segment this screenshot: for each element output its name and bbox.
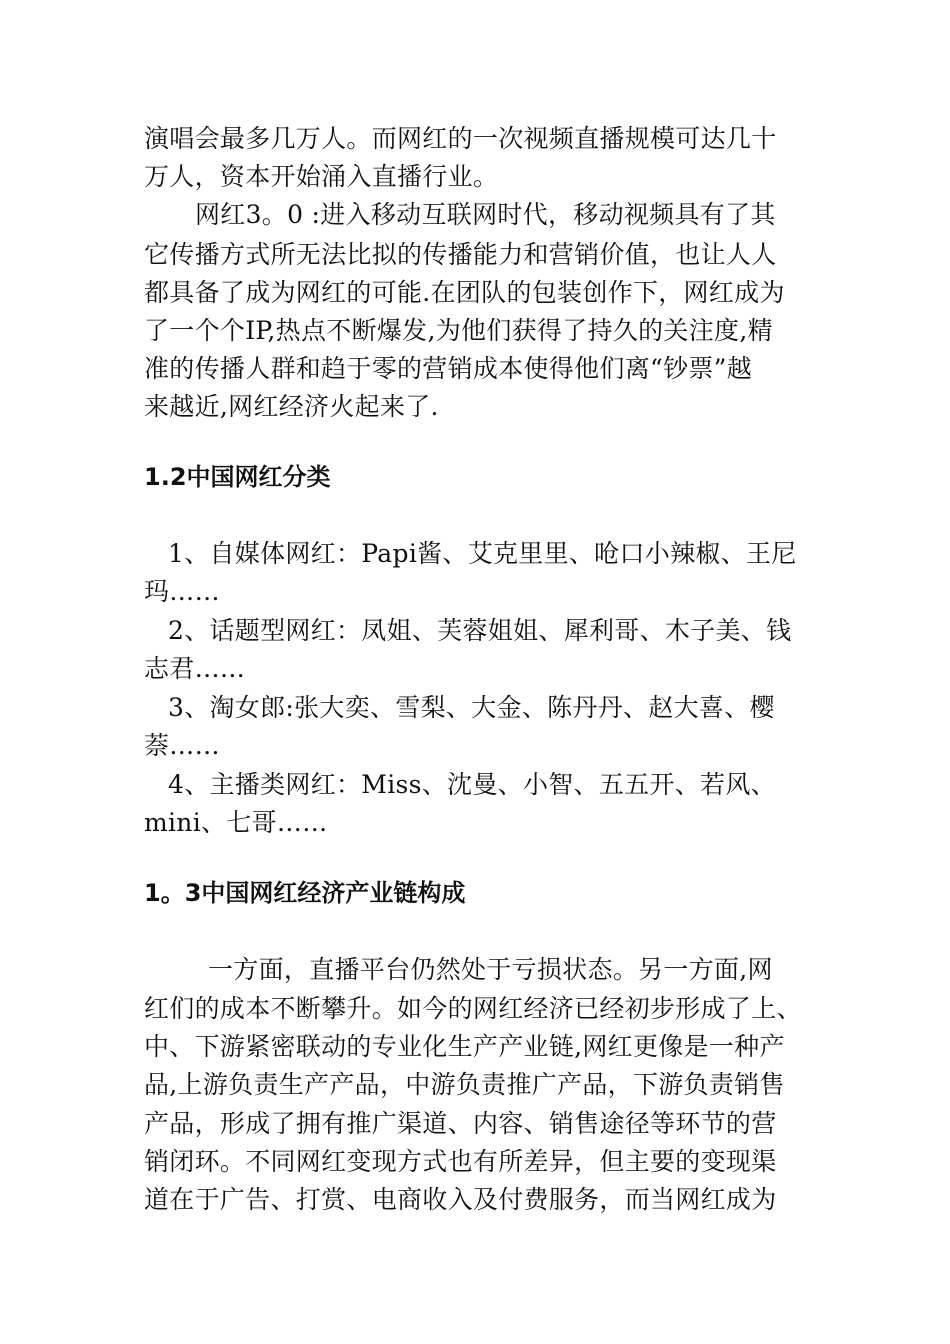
list-item-continuation: 志君…… — [144, 654, 246, 683]
text-line: 来越近,网红经济火起来了. — [144, 392, 439, 421]
text-line: 它传播方式所无法比拟的传播能力和营销价值，也让人人 — [144, 240, 777, 269]
text-line: 一方面，直播平台仍然处于亏损状态。另一方面,网 — [208, 955, 773, 984]
text-line: 万人，资本开始涌入直播行业。 — [144, 162, 499, 191]
text-line: 中、下游紧密联动的专业化生产产业链,网红更像是一种产 — [144, 1032, 785, 1061]
section-heading: 1。3中国网红经济产业链构成 — [144, 879, 466, 907]
list-item: 4、主播类网红：Miss、沈曼、小智、五五开、若风、 — [168, 770, 776, 799]
text-line: 网红3。0 :进入移动互联网时代，移动视频具有了其 — [195, 200, 776, 229]
text-line: 道在于广告、打赏、电商收入及付费服务，而当网红成为 — [144, 1185, 777, 1214]
text-line: 品,上游负责生产产品，中游负责推广产品，下游负责销售 — [144, 1070, 785, 1099]
text-line: 都具备了成为网红的可能.在团队的包装创作下，网红成为 — [144, 278, 785, 307]
list-item: 1、自媒体网红：Papi酱、艾克里里、呛口小辣椒、王尼 — [168, 539, 797, 568]
text-line: 准的传播人群和趋于零的营销成本使得他们离“钞票”越 — [144, 354, 753, 383]
list-item-continuation: mini、七哥…… — [144, 808, 328, 837]
section-heading: 1.2中国网红分类 — [144, 463, 331, 491]
list-item-continuation: 玛…… — [144, 577, 220, 606]
text-line: 销闭环。不同网红变现方式也有所差异，但主要的变现渠 — [144, 1147, 777, 1176]
text-line: 演唱会最多几万人。而网红的一次视频直播规模可达几十 — [144, 124, 777, 153]
list-item: 2、话题型网红：凤姐、芙蓉姐姐、犀利哥、木子美、钱 — [168, 616, 792, 645]
text-line: 红们的成本不断攀升。如今的网红经济已经初步形成了上、 — [144, 994, 802, 1023]
list-item-continuation: 萘…… — [144, 731, 220, 760]
text-line: 了一个个IP,热点不断爆发,为他们获得了持久的关注度,精 — [144, 316, 773, 345]
list-item: 3、淘女郎:张大奕、雪梨、大金、陈丹丹、赵大喜、樱 — [168, 693, 775, 722]
text-line: 产品，形成了拥有推广渠道、内容、销售途径等环节的营 — [144, 1109, 777, 1138]
